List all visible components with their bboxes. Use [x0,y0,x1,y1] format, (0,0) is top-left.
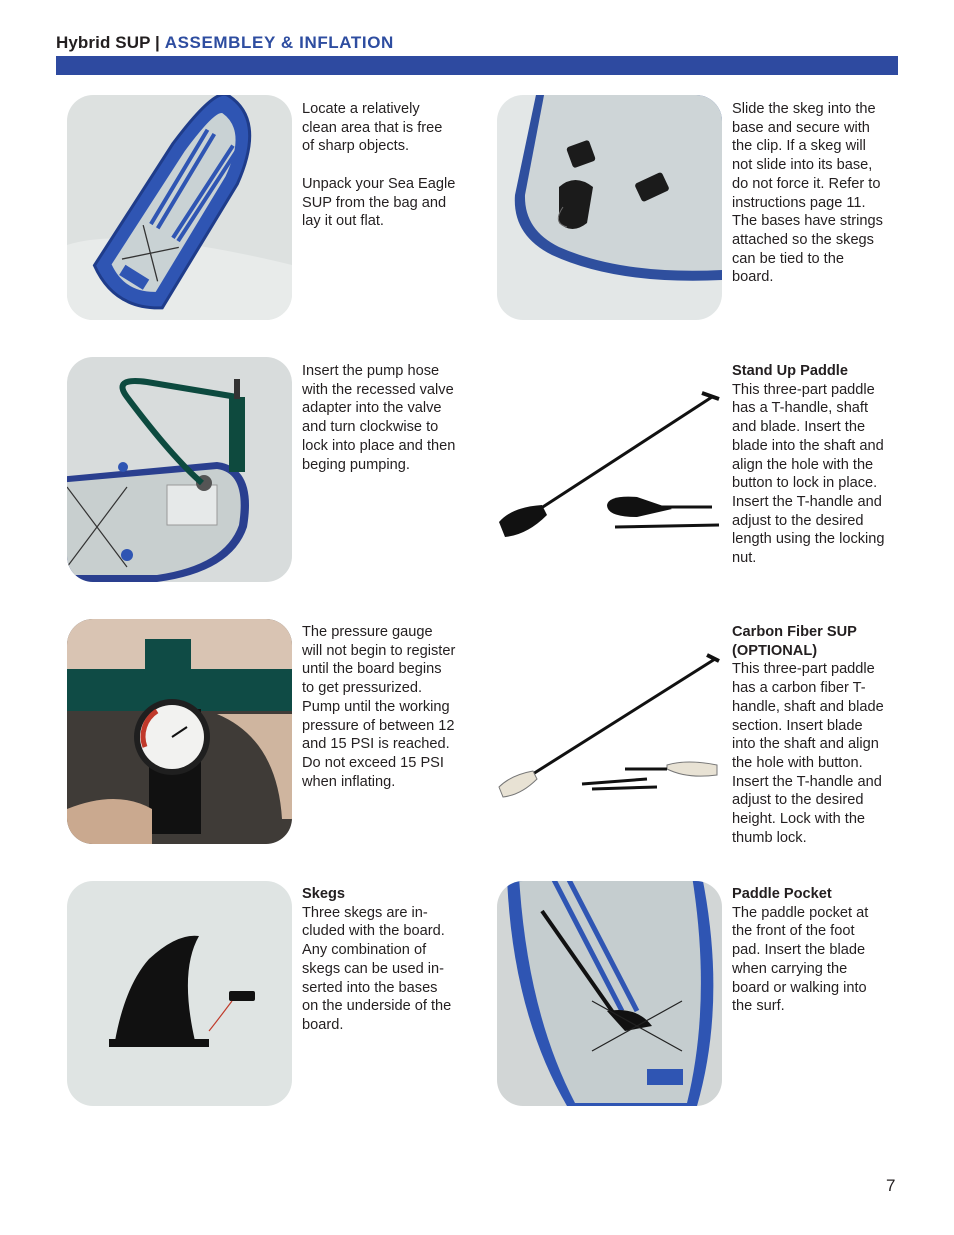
photo-pressure-gauge [67,619,292,844]
step-unpack [302,100,472,231]
step-heading: Paddle Pocket [732,886,832,902]
step-paragraph: Unpack your Sea Eagle SUP from the bag and lay it out flat. [302,175,456,230]
photo-paddle-pocket [497,881,722,1106]
photo-skeg-bases [497,95,722,320]
section-title: ASSEMBLEY & INFLATION [164,33,394,52]
photo-stand-up-paddle [497,357,722,582]
step-heading: Stand Up Paddle [732,363,848,379]
step-pump-hose [302,362,472,474]
step-heading: Carbon Fiber SUP (OPTIONAL) [732,624,857,659]
photo-pump-hose [67,357,292,582]
step-paragraph: This three-part paddle has a T-handle, shaft and blade. Insert the blade into the shaft and align the hole with the button to lock in place. Insert the T-handle and adjust to the desired length using the locking nut. [732,381,885,567]
step-skegs [302,885,472,1035]
step-skeg-install [732,100,902,287]
photo-board-laid-flat [67,95,292,320]
step-pressure-gauge [302,623,472,791]
step-paragraph: The paddle pocket at the front of the foot pad. Insert the blade when carrying the board or walking into the surf. [732,904,869,1015]
step-paragraph: This three-part paddle has a carbon fiber T- handle, shaft and blade section. Insert blade into the shaft and align the hole with button. Insert the T-handle and adjust to the desired height. Lock with the thumb lock. [732,661,884,846]
step-paddle-pocket [732,885,902,1016]
photo-skeg-fin [67,881,292,1106]
header-bar [56,56,898,75]
photo-carbon-paddle [497,619,722,844]
step-paragraph: Slide the skeg into the base and secure with the clip. If a skeg will not slide into its base, do not force it. Refer to instructions page 11. The bases have strings attached so the skegs can be tied to the board. [732,101,883,286]
step-paragraph: Three skegs are in- cluded with the board. Any combination of skegs can be used in- serted into the bases on the underside of the board. [302,904,452,1033]
step-heading: Skegs [302,886,345,902]
page-number: 7 [886,1176,896,1195]
step-paragraph: Insert the pump hose with the recessed valve adapter into the valve and turn clockwise to lock into place and then beging pumping. [302,363,456,473]
step-carbon-paddle [732,623,902,847]
step-paragraph: Locate a relatively clean area that is free of sharp objects. [302,101,443,155]
step-paragraph: The pressure gauge will not begin to register until the board begins to get pressurized. Pump until the working pressure of between 12 and 15 PSI is reached. Do not exceed 15 PSI when inflating. [302,624,456,790]
step-stand-up-paddle [732,362,902,568]
product-title: Hybrid SUP | [56,33,165,52]
page-header [56,33,394,53]
